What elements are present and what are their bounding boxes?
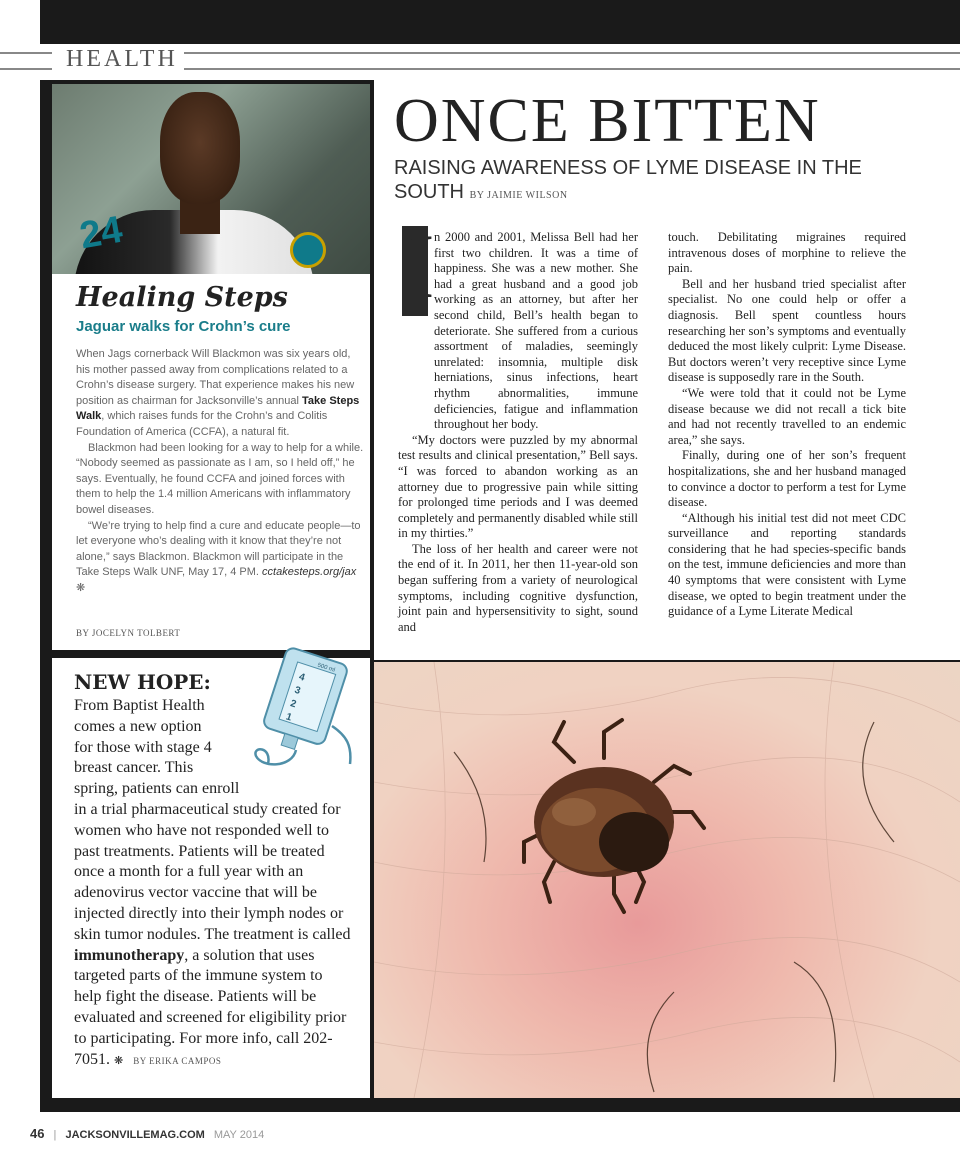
text-run: When Jags cornerback Will Blackmon was six years old, his mother passed away from complications related to a Crohn’s disease surgery. That experience makes his new position as chairman for Jacksonville’s annual [76,348,355,407]
sidebar-paragraph [76,519,364,597]
text-run: in a trial pharmaceutical study created for women who have not responded well to past treatments. Patients will be treated once a month for a full year with an adenovirus vector vaccine that will be injected directly into their lymph nodes or skin tumor nodules. The treatment is called [74,800,351,943]
article-paragraph: Finally, during one of her son’s frequent hospitalizations, she and her husband managed to convince a doctor to perform a test for Lyme disease. [668,448,906,510]
sidebar-title: Healing Steps [76,282,288,313]
sidebar-byline: BY JOCELYN TOLBERT [76,628,181,638]
player-photo [52,84,370,274]
text-line: comes a new option [74,717,202,735]
article-subtitle [394,156,914,208]
article-paragraph: “Although his initial test did not meet CDC surveillance and reporting standards considering that he had species-specific bands on the test, immune deficiencies and more than 40 symptoms that were consistent with Lyme disease, we opted to begin treatment under the guidance of a Lyme Literate Medical [668,510,906,619]
sidebar-paragraph [76,347,364,441]
end-mark-icon: ❋ [114,1054,124,1067]
site-link[interactable]: JACKSONVILLEMAG.COM [65,1129,205,1141]
article-paragraph: touch. Debilitating migraines required intravenous doses of morphine to relieve the pain. [668,230,906,276]
treatment-name: immunotherapy [74,946,185,964]
article-title: ONCE BITTEN [394,87,821,155]
footer-separator: | [53,1129,57,1141]
section-rule-left [0,52,52,70]
text-run: , which raises funds for the Crohn’s and Colitis Foundation of America (CCFA), a natural fit. [76,410,328,438]
team-logo-icon [290,232,326,268]
article-byline: BY JAIMIE WILSON [469,190,568,201]
text-line: for those with stage 4 [74,738,212,756]
text-run: “We’re trying to help find a cure and educate people—to let everyone who’s dealing with it know that they’re not alone,” says Blackmon. Blackmon will participate in the Take Steps Walk UNF, May 17, 4 PM. [76,519,361,579]
article-paragraph: “We were told that it could not be Lyme disease because we did not recall a tick bite and had not recently travelled to an endemic area,” she says. [668,385,906,447]
sidebar-subtitle: Jaguar walks for Crohn’s cure [76,318,291,335]
text-line: breast cancer. This [74,759,194,777]
svg-text:2: 2 [288,698,298,711]
svg-text:4: 4 [297,671,307,684]
new-hope-byline: BY ERIKA CAMPOS [133,1055,222,1066]
page-footer [30,1126,264,1141]
issue-date: MAY 2014 [213,1129,265,1141]
jersey-number: 24 [76,208,126,258]
bag-label: 500 ml [316,662,336,674]
end-mark-icon: ❋ [76,581,86,594]
drop-cap [402,215,435,317]
text-run: , a solution that uses targeted parts of the immune system to help fight the disease. Patients will be evaluated and screened for eligibility prior to participating. For more info, call 202-7051. [74,946,347,1068]
text-line: From Baptist Health [74,697,205,714]
event-link[interactable]: cctakesteps.org/jax [262,566,357,579]
new-hope-title: NEW HOPE: [74,670,211,694]
svg-text:1: 1 [284,711,294,724]
event-name: Take Steps Walk [76,394,360,423]
article-paragraph: “My doctors were puzzled by my abnormal test results and clinical presentation,” Bell says. “I was forced to abandon working as an attorney due to progressive pain while sitting for prolonged time periods and I was deemed completely and permanently disabled while still in my thirties.” [398,432,638,541]
article-paragraph: The loss of her health and career were not the end of it. In 2011, her then 11-year-old son began suffering from a variety of neurological symptoms, including cognitive dysfunction, joint pain and hypersensitivity to sight, sound and [398,541,638,634]
page-number: 46 [30,1126,45,1141]
article-paragraph: Bell and her husband tried specialist after specialist. No one could help or offer a diagnosis. Bell spent countless hours researching her son’s symptoms and eventually deduced the most likely culprit: Lyme Disease. But doctors weren’t very receptive since Lyme disease is supposedly rare in the South. [668,276,906,385]
player-head [160,92,240,204]
article-paragraph: n 2000 and 2001, Melissa Bell had her first two children. It was a time of happiness. She was a new mother. She had a great husband and a good job working as an attorney, but after her second child, Bell’s health began to deteriorate. She suffered from a curious assortment of maladies, seemingly unrelated: insomnia, multiple disk herniations, sinus infections, heart rhythm abnormalities, immune deficiencies, fatigue and inflammation throughout her body. [434,230,638,432]
section-label: HEALTH [60,46,184,73]
new-hope-body [74,696,354,1071]
tick-icon [374,662,960,1098]
svg-text:3: 3 [293,684,302,697]
drop-cap-letter: I [404,215,435,317]
section-rule-right [170,52,960,70]
article-column-2 [668,230,906,620]
sidebar-body [76,347,364,597]
sidebar-paragraph: Blackmon had been looking for a way to help for a while. “Nobody seemed as passionate as I am, so I held off,” he says. Eventually, he found CCFA and joined forces with them to help the 1.4 million Americans with inflammatory bowel diseases. [76,441,364,516]
text-line: spring, patients can enroll [74,780,240,798]
subtitle-text: RAISING AWARENESS OF LYME DISEASE IN THE SOUTH [394,157,862,203]
tick-photo [374,662,960,1098]
